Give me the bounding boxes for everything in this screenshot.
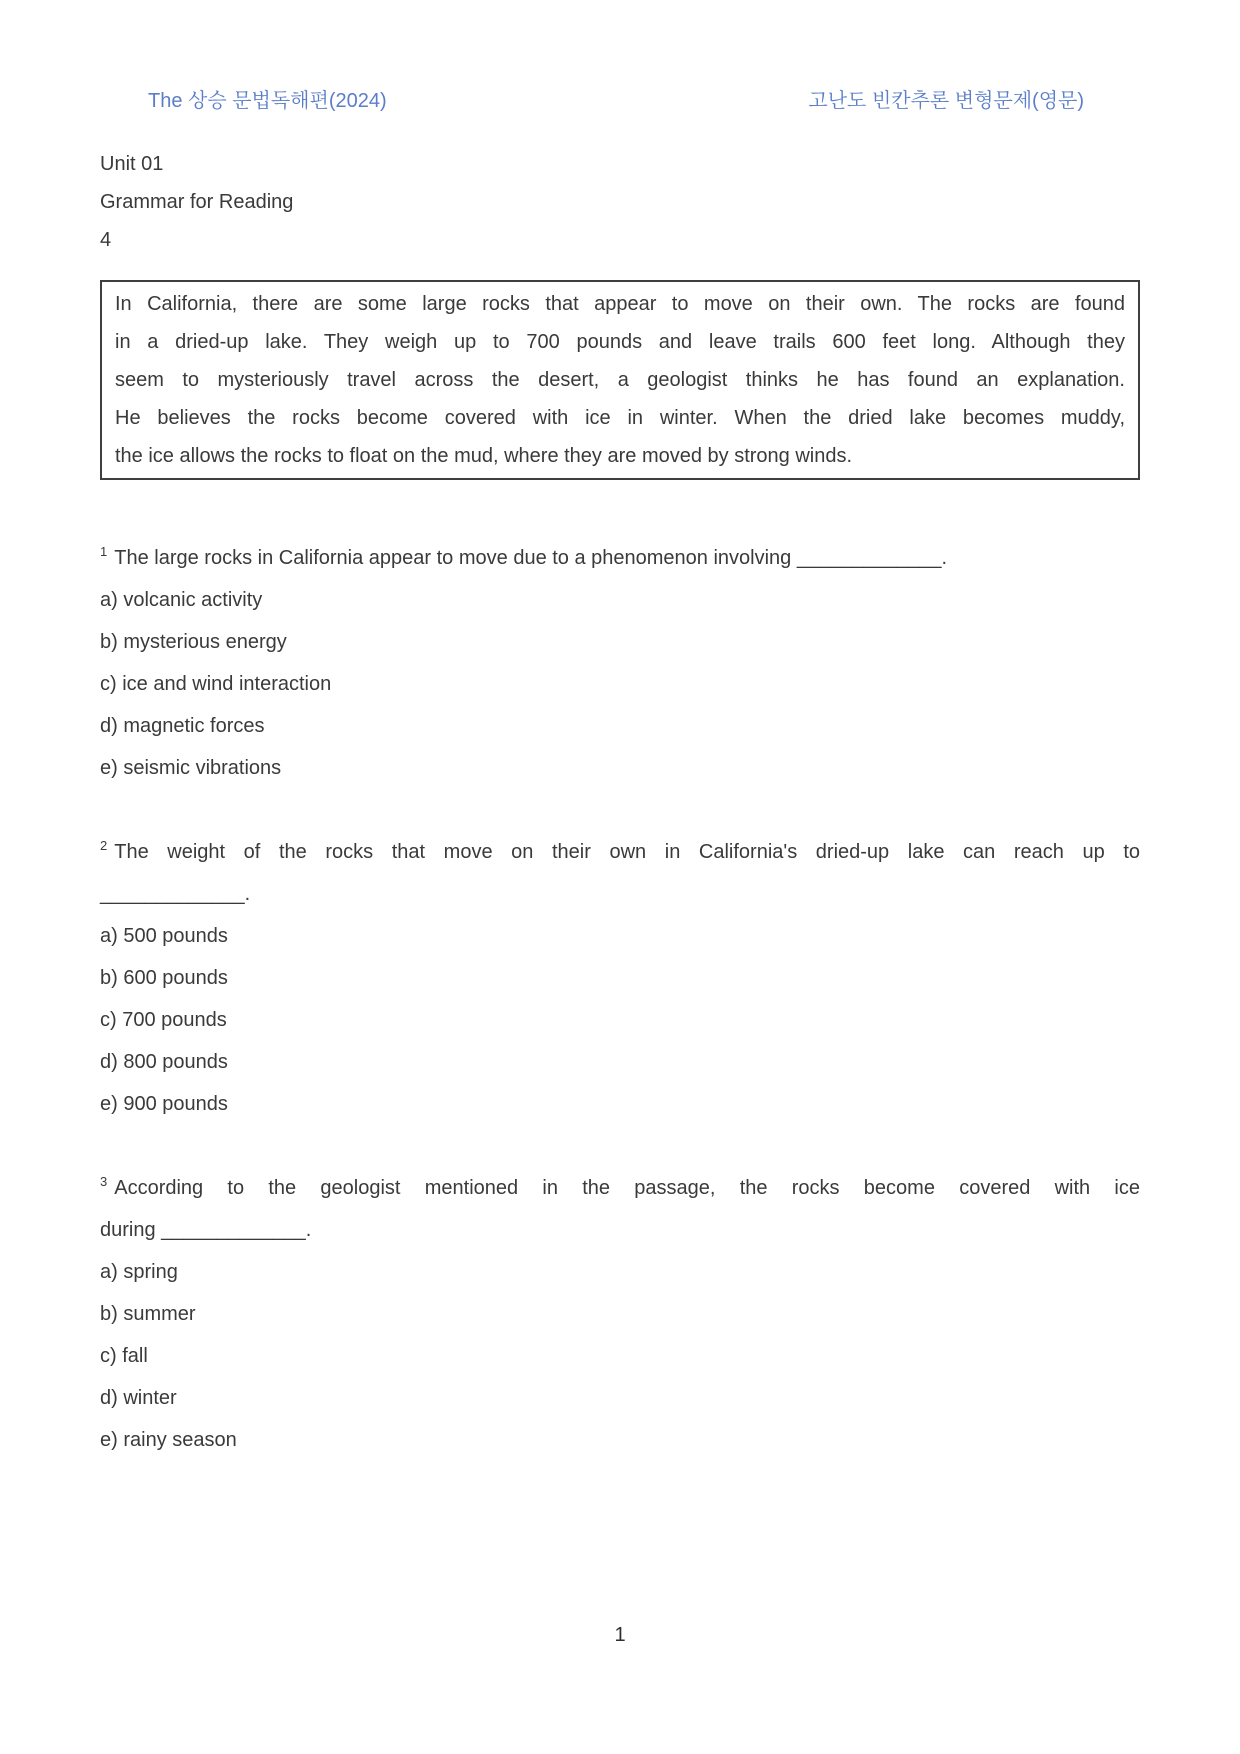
question-3-stem	[100, 1167, 1140, 1209]
header-right-title: 고난도 빈칸추론 변형문제(영문)	[808, 90, 1084, 112]
header-left-title: The 상승 문법독해편(2024)	[148, 90, 387, 112]
question-1-option-c: c) ice and wind interaction	[100, 673, 332, 695]
question-3-stem-text: According to the geologist mentioned in the passage, the rocks become covered with ice	[114, 1177, 1140, 1199]
document-header	[100, 88, 1140, 114]
passage-line: He believes the rocks become covered with ice in winter. When the dried lake becomes muddy,	[115, 407, 1125, 429]
question-1-number: 1	[100, 544, 108, 560]
question-3-option-e: e) rainy season	[100, 1429, 237, 1451]
question-3-number: 3	[100, 1174, 108, 1190]
passage-box	[100, 280, 1140, 480]
question-1-option-a: a) volcanic activity	[100, 589, 263, 611]
question-2-option-d: d) 800 pounds	[100, 1051, 228, 1073]
passage-number: 4	[100, 229, 112, 251]
question-1	[100, 537, 1140, 789]
question-1-option-e: e) seismic vibrations	[100, 757, 282, 779]
question-1-option-b: b) mysterious energy	[100, 631, 287, 653]
section-title: Grammar for Reading	[100, 191, 294, 213]
question-3-option-b: b) summer	[100, 1303, 196, 1325]
question-3-option-c: c) fall	[100, 1345, 148, 1367]
passage-line: the ice allows the rocks to float on the mud, where they are moved by strong winds.	[115, 445, 853, 467]
question-3-option-a: a) spring	[100, 1261, 178, 1283]
passage-line: in a dried-up lake. They weigh up to 700 pounds and leave trails 600 feet long. Although they	[115, 331, 1125, 353]
question-2-number: 2	[100, 838, 108, 854]
question-2-stem-text: The weight of the rocks that move on their own in California's dried-up lake can reach up to	[114, 841, 1140, 863]
question-2-option-a: a) 500 pounds	[100, 925, 228, 947]
worksheet-page	[100, 0, 1140, 1461]
passage-line: In California, there are some large rocks that appear to move on their own. The rocks are found	[115, 293, 1125, 315]
question-1-option-d: d) magnetic forces	[100, 715, 265, 737]
question-2-option-e: e) 900 pounds	[100, 1093, 228, 1115]
question-2-blank-line: _____________.	[100, 883, 251, 905]
unit-label: Unit 01	[100, 153, 164, 175]
question-2-option-c: c) 700 pounds	[100, 1009, 227, 1031]
question-2-stem	[100, 831, 1140, 873]
question-1-stem-text: The large rocks in California appear to move due to a phenomenon involving _____________.	[114, 547, 948, 569]
question-3-option-d: d) winter	[100, 1387, 177, 1409]
question-3-blank-line: during _____________.	[100, 1219, 312, 1241]
question-2-option-b: b) 600 pounds	[100, 967, 228, 989]
question-1-stem	[100, 537, 1140, 579]
question-3	[100, 1167, 1140, 1461]
question-2	[100, 831, 1140, 1125]
passage-line: seem to mysteriously travel across the desert, a geologist thinks he has found an explanation.	[115, 369, 1125, 391]
page-number: 1	[614, 1624, 626, 1646]
